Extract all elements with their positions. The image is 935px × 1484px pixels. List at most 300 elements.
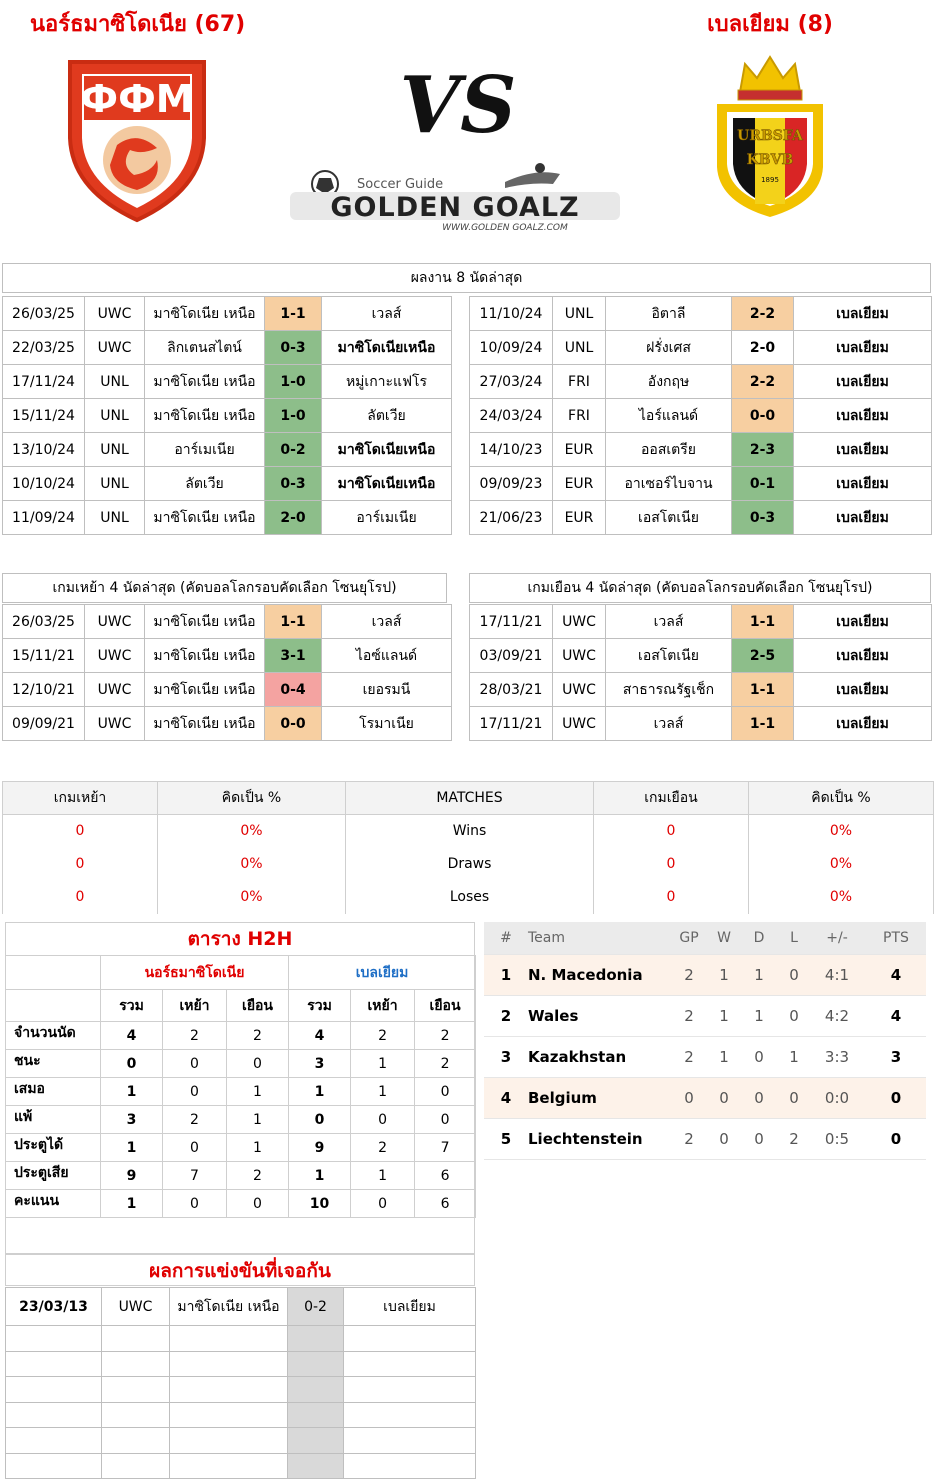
meeting-empty-cell (170, 1377, 288, 1403)
home-score: 1-1 (265, 297, 322, 331)
home-score: 0-4 (265, 673, 322, 707)
away-competition: UNL (553, 331, 606, 365)
h2h-row (6, 1190, 476, 1218)
away-date: 17/11/21 (470, 707, 553, 741)
league-header: GP (668, 922, 710, 954)
league-l: 0 (780, 995, 808, 1036)
meeting-empty-cell (6, 1377, 102, 1403)
h2h-col-header: เหย้า (351, 990, 415, 1022)
away-home-team: เวลส์ (606, 707, 732, 741)
brand-big-text: GOLDEN GOALZ (330, 192, 580, 223)
home-home-team: มาซิโดเนีย เหนือ (145, 399, 265, 433)
home-home-team: ลิกเตนสไตน์ (145, 331, 265, 365)
away-date: 11/10/24 (470, 297, 553, 331)
league-gp: 0 (668, 1077, 710, 1118)
away-home-team: สาธารณรัฐเช็ก (606, 673, 732, 707)
away-score: 1-1 (732, 707, 794, 741)
league-gp: 2 (668, 1118, 710, 1159)
home-competition: UWC (85, 673, 145, 707)
away-competition: UNL (553, 297, 606, 331)
h2h-value: 0 (415, 1078, 476, 1106)
summary-header: คิดเป็น % (158, 782, 346, 815)
home-away-team: โรมาเนีย (322, 707, 452, 741)
home-away-team: อาร์เมเนีย (322, 501, 452, 535)
h2h-value: 1 (227, 1078, 289, 1106)
away-home-team: เวลส์ (606, 605, 732, 639)
away-home-team: ฝรั่งเศส (606, 331, 732, 365)
vs-text: VS (399, 60, 517, 151)
away-score: 2-0 (732, 331, 794, 365)
home-date: 15/11/24 (3, 399, 85, 433)
away-home-team: อังกฤษ (606, 365, 732, 399)
home-date: 26/03/25 (3, 297, 85, 331)
h2h-value: 7 (163, 1162, 227, 1190)
league-pos: 3 (484, 1036, 528, 1077)
home-score: 3-1 (265, 639, 322, 673)
home-date: 15/11/21 (3, 639, 85, 673)
league-header: PTS (866, 922, 926, 954)
result-row (3, 297, 932, 331)
away-competition: UWC (553, 707, 606, 741)
away-score: 1-1 (732, 673, 794, 707)
meeting-empty-cell (170, 1326, 288, 1352)
h2h-row (6, 1050, 476, 1078)
away-home-team: อิตาลี (606, 297, 732, 331)
golden-goalz-logo (285, 160, 625, 235)
summary-cell-hv: 0 (3, 815, 158, 848)
league-header: +/- (808, 922, 866, 954)
home-home-team: มาซิโดเนีย เหนือ (145, 365, 265, 399)
spacer (452, 399, 470, 433)
h2h-col-header: เยือน (227, 990, 289, 1022)
away-competition: EUR (553, 433, 606, 467)
last4-away-title: เกมเยือน 4 นัดล่าสุด (คัดบอลโลกรอบคัดเลือก โซนยุโรป) (469, 573, 931, 603)
home-team-title: นอร์ธมาซิโดเนีย (67) (30, 12, 246, 37)
result-row (3, 707, 932, 741)
away-away-team: เบลเยียม (794, 673, 932, 707)
meetings-title: ผลการแข่งขันที่เจอกัน (5, 1254, 475, 1286)
h2h-value: 0 (415, 1106, 476, 1134)
home-away-team: หมู่เกาะแฟโร (322, 365, 452, 399)
h2h-title: ตาราง H2H (187, 928, 293, 950)
league-w: 0 (710, 1118, 738, 1159)
league-gd: 3:3 (808, 1036, 866, 1077)
h2h-value: 0 (227, 1190, 289, 1218)
league-pts: 4 (866, 995, 926, 1036)
h2h-col-header: รวม (289, 990, 351, 1022)
home-team-crest (62, 50, 212, 225)
away-crest-year: 1895 (761, 176, 779, 184)
meeting-empty-cell (344, 1377, 476, 1403)
summary-cell-hv: 0 (3, 881, 158, 914)
home-date: 09/09/21 (3, 707, 85, 741)
away-team-title: เบลเยียม (8) (707, 12, 833, 37)
result-row (3, 331, 932, 365)
home-date: 22/03/25 (3, 331, 85, 365)
summary-cell-av: 0 (594, 881, 749, 914)
h2h-row-label: จำนวนนัด (6, 1022, 101, 1050)
meeting-empty-cell (102, 1351, 170, 1377)
h2h-value: 2 (227, 1162, 289, 1190)
home-date: 17/11/24 (3, 365, 85, 399)
h2h-value: 2 (163, 1022, 227, 1050)
h2h-value: 1 (227, 1106, 289, 1134)
result-row (3, 639, 932, 673)
meeting-empty-row (6, 1326, 476, 1352)
league-d: 1 (738, 954, 780, 995)
h2h-row (6, 1078, 476, 1106)
h2h-value: 1 (101, 1078, 163, 1106)
away-away-team: เบลเยียม (794, 605, 932, 639)
league-pts: 0 (866, 1077, 926, 1118)
meeting-empty-cell (102, 1402, 170, 1428)
meeting-empty-cell (344, 1402, 476, 1428)
league-team: Kazakhstan (528, 1036, 668, 1077)
meeting-empty-cell (344, 1428, 476, 1454)
meeting-empty-cell (6, 1326, 102, 1352)
meeting-empty-cell (6, 1453, 102, 1479)
meeting-empty-cell (102, 1453, 170, 1479)
meeting-empty-cell (6, 1428, 102, 1454)
h2h-value: 9 (101, 1162, 163, 1190)
away-date: 24/03/24 (470, 399, 553, 433)
away-team-crest (705, 52, 835, 222)
h2h-table (5, 955, 476, 1218)
meeting-home-team: มาซิโดเนีย เหนือ (170, 1288, 288, 1326)
home-home-team: อาร์เมเนีย (145, 433, 265, 467)
league-pos: 1 (484, 954, 528, 995)
h2h-col-header: เหย้า (163, 990, 227, 1022)
home-competition: UNL (85, 501, 145, 535)
summary-cell-av: 0 (594, 848, 749, 881)
spacer (452, 331, 470, 365)
meeting-empty-cell (288, 1326, 344, 1352)
league-l: 2 (780, 1118, 808, 1159)
h2h-value: 2 (351, 1022, 415, 1050)
away-score: 0-0 (732, 399, 794, 433)
league-header-row (484, 922, 926, 954)
away-competition: UWC (553, 673, 606, 707)
home-home-team: มาซิโดเนีย เหนือ (145, 639, 265, 673)
result-row (3, 433, 932, 467)
away-away-team: เบลเยียม (794, 297, 932, 331)
h2h-value: 1 (101, 1190, 163, 1218)
away-competition: UWC (553, 639, 606, 673)
meeting-empty-cell (6, 1402, 102, 1428)
h2h-col-header: รวม (101, 990, 163, 1022)
h2h-value: 2 (351, 1134, 415, 1162)
result-row (3, 365, 932, 399)
summary-cell-hp: 0% (158, 848, 346, 881)
away-date: 17/11/21 (470, 605, 553, 639)
spacer (452, 501, 470, 535)
league-team: Liechtenstein (528, 1118, 668, 1159)
meetings-table (5, 1287, 476, 1479)
away-competition: FRI (553, 365, 606, 399)
home-competition: UWC (85, 639, 145, 673)
home-away-team: ไอซ์แลนด์ (322, 639, 452, 673)
summary-header: เกมเยือน (594, 782, 749, 815)
h2h-row (6, 1162, 476, 1190)
home-home-team: มาซิโดเนีย เหนือ (145, 707, 265, 741)
home-score: 0-2 (265, 433, 322, 467)
away-away-team: เบลเยียม (794, 433, 932, 467)
away-score: 2-2 (732, 297, 794, 331)
result-row (3, 399, 932, 433)
last8-table (2, 296, 932, 535)
home-home-team: มาซิโดเนีย เหนือ (145, 673, 265, 707)
away-home-team: ออสเตรีย (606, 433, 732, 467)
home-home-team: มาซิโดเนีย เหนือ (145, 297, 265, 331)
summary-cell-ap: 0% (749, 881, 934, 914)
h2h-row-label: ประตูได้ (6, 1134, 101, 1162)
h2h-value: 0 (227, 1050, 289, 1078)
league-d: 0 (738, 1118, 780, 1159)
away-away-team: เบลเยียม (794, 501, 932, 535)
league-pos: 2 (484, 995, 528, 1036)
h2h-row-label: เสมอ (6, 1078, 101, 1106)
meeting-empty-cell (102, 1377, 170, 1403)
home-competition: UWC (85, 707, 145, 741)
summary-cell-hp: 0% (158, 815, 346, 848)
away-away-team: เบลเยียม (794, 467, 932, 501)
h2h-value: 0 (163, 1050, 227, 1078)
h2h-value: 2 (415, 1022, 476, 1050)
h2h-row (6, 1134, 476, 1162)
summary-header: เกมเหย้า (3, 782, 158, 815)
league-w: 1 (710, 1036, 738, 1077)
summary-cell-hp: 0% (158, 881, 346, 914)
league-table (484, 922, 926, 1160)
league-w: 1 (710, 954, 738, 995)
home-crest-text: ФФМ (80, 77, 194, 121)
summary-header-row (3, 782, 934, 815)
spacer (452, 639, 470, 673)
away-home-team: เอสโตเนีย (606, 501, 732, 535)
away-competition: UWC (553, 605, 606, 639)
league-header: W (710, 922, 738, 954)
summary-cell-hv: 0 (3, 848, 158, 881)
brand-url-text: WWW.GOLDEN GOALZ.COM (442, 223, 568, 233)
away-score: 0-1 (732, 467, 794, 501)
meeting-score: 0-2 (288, 1288, 344, 1326)
league-team: N. Macedonia (528, 954, 668, 995)
home-home-team: มาซิโดเนีย เหนือ (145, 501, 265, 535)
spacer (452, 297, 470, 331)
h2h-blank (6, 956, 101, 990)
meeting-empty-row (6, 1402, 476, 1428)
home-score: 2-0 (265, 501, 322, 535)
summary-cell-label: Wins (346, 815, 594, 848)
result-row (3, 605, 932, 639)
home-away-team: เวลส์ (322, 605, 452, 639)
h2h-away-team: เบลเยียม (289, 956, 476, 990)
away-competition: EUR (553, 501, 606, 535)
home-score: 0-3 (265, 467, 322, 501)
home-date: 12/10/21 (3, 673, 85, 707)
meeting-empty-cell (288, 1428, 344, 1454)
h2h-value: 3 (101, 1106, 163, 1134)
away-date: 14/10/23 (470, 433, 553, 467)
meeting-row (6, 1288, 476, 1326)
league-gp: 2 (668, 995, 710, 1036)
league-gp: 2 (668, 954, 710, 995)
league-l: 1 (780, 1036, 808, 1077)
h2h-value: 0 (163, 1190, 227, 1218)
last4-table (2, 604, 932, 741)
home-competition: UNL (85, 433, 145, 467)
meeting-empty-cell (170, 1453, 288, 1479)
h2h-value: 2 (227, 1022, 289, 1050)
h2h-home-team: นอร์ธมาซิโดเนีย (101, 956, 289, 990)
h2h-blank (6, 990, 101, 1022)
h2h-row-label: ชนะ (6, 1050, 101, 1078)
league-row (484, 995, 926, 1036)
h2h-value: 1 (289, 1078, 351, 1106)
summary-row (3, 881, 934, 914)
summary-cell-ap: 0% (749, 815, 934, 848)
h2h-value: 7 (415, 1134, 476, 1162)
home-score: 1-0 (265, 365, 322, 399)
league-gd: 0:5 (808, 1118, 866, 1159)
league-gd: 0:0 (808, 1077, 866, 1118)
away-date: 03/09/21 (470, 639, 553, 673)
h2h-value: 0 (351, 1190, 415, 1218)
h2h-value: 1 (289, 1162, 351, 1190)
last8-title: ผลงาน 8 นัดล่าสุด (2, 263, 931, 293)
away-home-team: ไอร์แลนด์ (606, 399, 732, 433)
h2h-value: 4 (101, 1022, 163, 1050)
spacer (452, 433, 470, 467)
h2h-value: 1 (227, 1134, 289, 1162)
home-away-team: มาซิโดเนียเหนือ (322, 331, 452, 365)
home-date: 13/10/24 (3, 433, 85, 467)
league-pts: 3 (866, 1036, 926, 1077)
meeting-empty-cell (288, 1351, 344, 1377)
h2h-value: 6 (415, 1162, 476, 1190)
league-l: 0 (780, 1077, 808, 1118)
spacer (452, 673, 470, 707)
h2h-row (6, 1106, 476, 1134)
meeting-competition: UWC (102, 1288, 170, 1326)
meeting-empty-cell (288, 1402, 344, 1428)
league-row (484, 1077, 926, 1118)
summary-cell-label: Loses (346, 881, 594, 914)
league-team: Wales (528, 995, 668, 1036)
summary-row (3, 815, 934, 848)
summary-cell-av: 0 (594, 815, 749, 848)
meeting-empty-cell (102, 1326, 170, 1352)
away-crest-text1: URBSFA (737, 128, 803, 144)
home-competition: UWC (85, 297, 145, 331)
away-score: 1-1 (732, 605, 794, 639)
home-home-team: มาซิโดเนีย เหนือ (145, 605, 265, 639)
meeting-empty-cell (102, 1428, 170, 1454)
home-away-team: มาซิโดเนียเหนือ (322, 467, 452, 501)
away-away-team: เบลเยียม (794, 707, 932, 741)
last4-home-title: เกมเหย้า 4 นัดล่าสุด (คัดบอลโลกรอบคัดเลือก โซนยุโรป) (2, 573, 447, 603)
spacer (452, 605, 470, 639)
league-row (484, 954, 926, 995)
h2h-value: 0 (289, 1106, 351, 1134)
league-row (484, 1036, 926, 1077)
meeting-empty-cell (344, 1326, 476, 1352)
spacer (452, 365, 470, 399)
result-row (3, 673, 932, 707)
league-gd: 4:2 (808, 995, 866, 1036)
away-date: 28/03/21 (470, 673, 553, 707)
home-competition: UNL (85, 467, 145, 501)
h2h-value: 2 (163, 1106, 227, 1134)
away-away-team: เบลเยียม (794, 365, 932, 399)
spacer (452, 467, 470, 501)
home-away-team: มาซิโดเนียเหนือ (322, 433, 452, 467)
home-competition: UNL (85, 399, 145, 433)
h2h-value: 9 (289, 1134, 351, 1162)
away-score: 2-2 (732, 365, 794, 399)
meeting-empty-row (6, 1453, 476, 1479)
league-gd: 4:1 (808, 954, 866, 995)
league-row (484, 1118, 926, 1159)
h2h-row-label: แพ้ (6, 1106, 101, 1134)
away-score: 2-5 (732, 639, 794, 673)
h2h-value: 1 (101, 1134, 163, 1162)
h2h-value: 3 (289, 1050, 351, 1078)
meeting-empty-row (6, 1351, 476, 1377)
meeting-empty-row (6, 1428, 476, 1454)
away-competition: FRI (553, 399, 606, 433)
home-competition: UWC (85, 331, 145, 365)
home-score: 0-3 (265, 331, 322, 365)
summary-row (3, 848, 934, 881)
league-w: 0 (710, 1077, 738, 1118)
h2h-value: 1 (351, 1078, 415, 1106)
meeting-empty-cell (170, 1428, 288, 1454)
league-header: # (484, 922, 528, 954)
h2h-row-label: ประตูเสีย (6, 1162, 101, 1190)
h2h-col-header: เยือน (415, 990, 476, 1022)
h2h-col-row (6, 990, 476, 1022)
meeting-date: 23/03/13 (6, 1288, 102, 1326)
league-pos: 4 (484, 1077, 528, 1118)
league-pts: 0 (866, 1118, 926, 1159)
meeting-empty-cell (288, 1377, 344, 1403)
league-l: 0 (780, 954, 808, 995)
home-competition: UWC (85, 605, 145, 639)
away-competition: EUR (553, 467, 606, 501)
home-date: 10/10/24 (3, 467, 85, 501)
meeting-empty-cell (170, 1402, 288, 1428)
h2h-team-row (6, 956, 476, 990)
away-date: 27/03/24 (470, 365, 553, 399)
h2h-value: 0 (101, 1050, 163, 1078)
h2h-value: 6 (415, 1190, 476, 1218)
away-away-team: เบลเยียม (794, 639, 932, 673)
h2h-value: 0 (163, 1078, 227, 1106)
meeting-empty-row (6, 1377, 476, 1403)
league-d: 0 (738, 1077, 780, 1118)
h2h-value: 0 (163, 1134, 227, 1162)
league-d: 1 (738, 995, 780, 1036)
home-date: 26/03/25 (3, 605, 85, 639)
league-pos: 5 (484, 1118, 528, 1159)
home-away-team: เยอรมนี (322, 673, 452, 707)
away-date: 21/06/23 (470, 501, 553, 535)
spacer (452, 707, 470, 741)
h2h-value: 4 (289, 1022, 351, 1050)
league-d: 0 (738, 1036, 780, 1077)
away-home-team: เอสโตเนีย (606, 639, 732, 673)
